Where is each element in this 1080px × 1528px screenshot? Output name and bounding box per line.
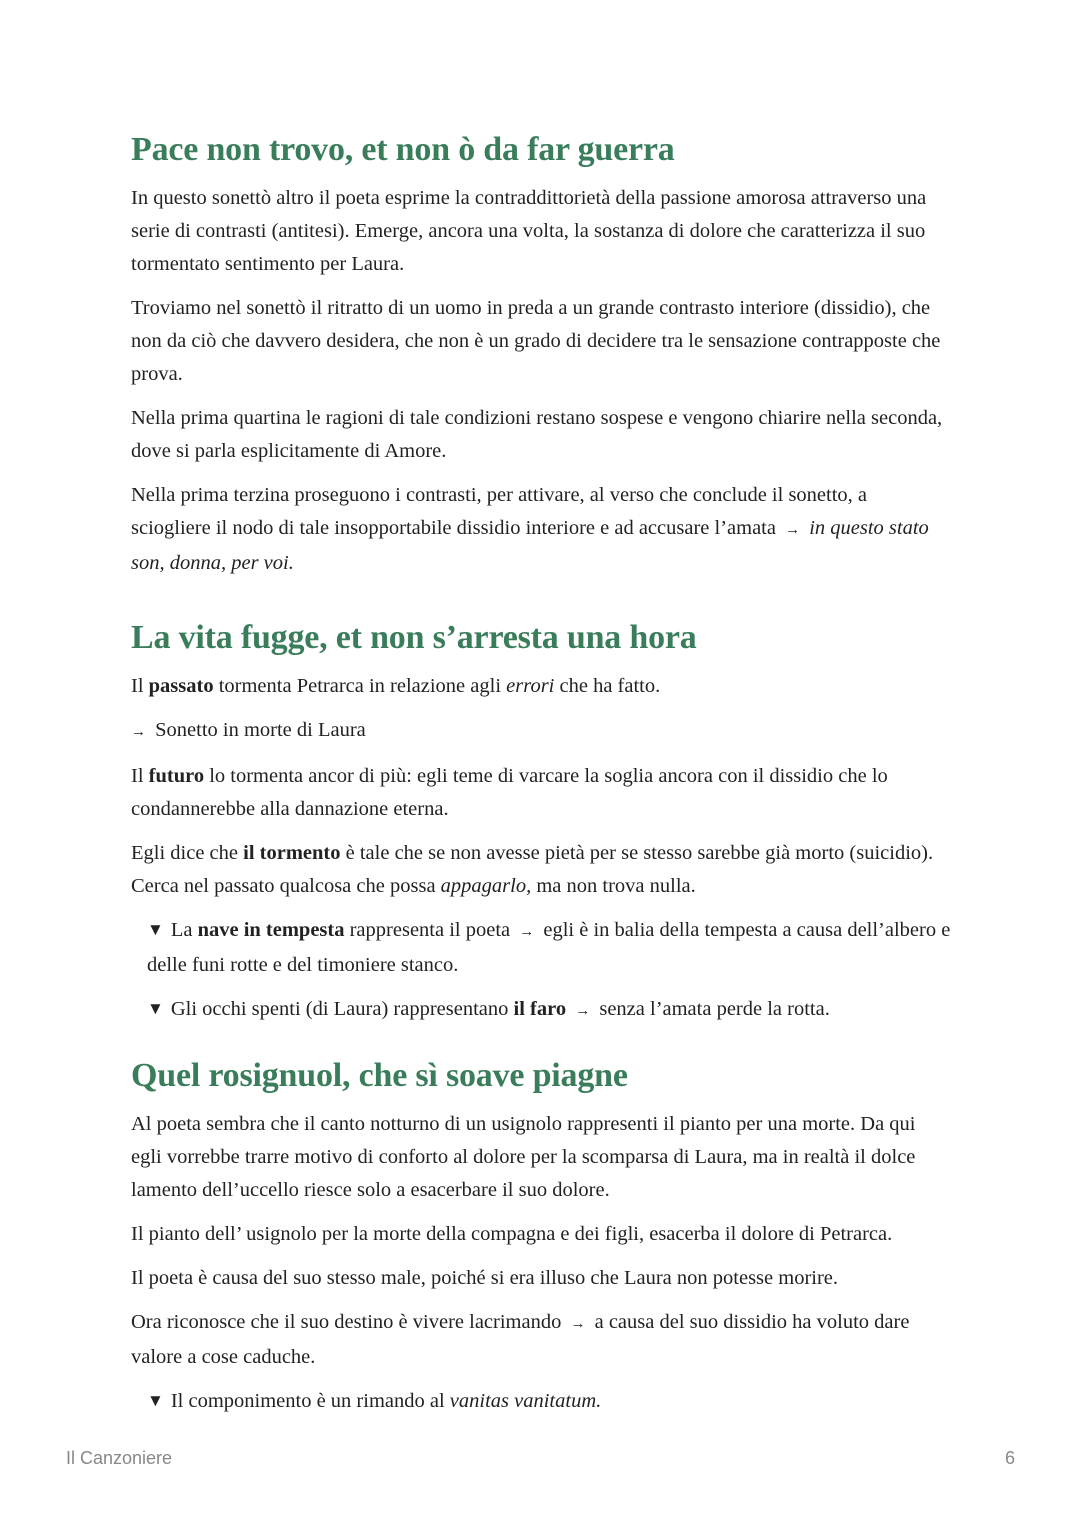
- text-span: lo tormenta ancor di più: egli teme di varcare la soglia ancora con il dissidio che lo condannerebbe alla dannazione eterna.: [131, 765, 888, 820]
- paragraph: [131, 479, 951, 580]
- paragraph: Il poeta è causa del suo stesso male, poiché si era illuso che Laura non potesse morire.: [131, 1267, 839, 1289]
- paragraph: [131, 1306, 951, 1374]
- text-span: Gli occhi spenti (di Laura) rappresentano: [170, 998, 514, 1020]
- paragraph: Al poeta sembra che il canto notturno di un usignolo rappresenti il pianto per una morte. Da qui egli vorrebbe trarre motivo di conforto al dolore per la scomparsa di Laura, ma in realtà il dolce lamento dell’uccello riesce solo a esacerbare il suo dolore.: [131, 1113, 916, 1201]
- footer-document-title: Il Canzoniere: [66, 1448, 173, 1468]
- italic-text: vanitas vanitatum.: [449, 1390, 602, 1412]
- triangle-down-icon[interactable]: ▼: [147, 920, 164, 939]
- toggle-bullet: [147, 993, 951, 1028]
- paragraph: Il pianto dell’ usignolo per la morte della compagna e dei figli, esacerba il dolore di Petrarca.: [131, 1223, 893, 1245]
- text-span: Sonetto in morte di Laura: [155, 719, 366, 741]
- section-heading-rosignuol: Quel rosignuol, che sì soave piagne: [131, 1057, 628, 1094]
- paragraph: [131, 837, 951, 903]
- text-span: La: [170, 919, 198, 941]
- bold-text: nave in tempesta: [197, 919, 345, 941]
- arrow-icon: →: [519, 924, 535, 940]
- arrow-icon: →: [570, 1316, 586, 1332]
- paragraph: In questo sonettò altro il poeta esprime la contraddittorietà della passione amorosa attraverso una serie di contrasti (antitesi). Emerge, ancora una volta, la sostanza di dolore che caratterizza il suo tormentato sentimento per Laura.: [131, 187, 927, 275]
- bold-text: futuro: [148, 765, 205, 787]
- section-heading-pace: Pace non trovo, et non ò da far guerra: [131, 131, 675, 168]
- arrow-icon: →: [575, 1003, 591, 1019]
- footer-page-number: 6: [1004, 1448, 1015, 1468]
- arrow-icon: →: [131, 724, 146, 740]
- italic-text: appagarlo,: [440, 875, 532, 897]
- arrow-icon: →: [785, 522, 801, 538]
- paragraph-text: Nella prima terzina proseguono i contrasti, per attivare, al verso che conclude il sonetto, a sciogliere il nodo di tale insopportabile dissidio interiore e ad accusare l’amata: [131, 484, 868, 539]
- text-span: a causa del suo dissidio ha voluto dare valore a cose caduche.: [131, 1311, 910, 1368]
- text-span: Egli dice che: [131, 842, 244, 864]
- paragraph: [131, 760, 951, 826]
- text-span: tormenta Petrarca in relazione agli: [213, 675, 507, 697]
- bold-text: il tormento: [243, 842, 341, 864]
- triangle-down-icon[interactable]: ▼: [147, 1391, 164, 1410]
- toggle-bullet: [147, 914, 951, 982]
- paragraph: [131, 714, 951, 749]
- document-body: [131, 128, 951, 1429]
- text-span: Il componimento è un rimando al: [170, 1390, 450, 1412]
- text-span: è tale che se non avesse pietà per se stesso sarebbe già morto (suicidio). Cerca nel passato qualcosa che possa: [131, 842, 934, 897]
- paragraph: [131, 670, 951, 703]
- italic-text: errori: [506, 675, 555, 697]
- quote-text: in questo stato son, donna, per voi.: [131, 517, 929, 574]
- toggle-bullet: [147, 1385, 951, 1418]
- text-span: Ora riconosce che il suo destino è vivere lacrimando: [131, 1311, 562, 1333]
- text-span: egli è in balia della tempesta a causa dell’albero e delle funi rotte e del timoniere stanco.: [147, 919, 951, 976]
- text-span: ma non trova nulla.: [531, 875, 696, 897]
- triangle-down-icon[interactable]: ▼: [147, 999, 164, 1018]
- paragraph: Troviamo nel sonettò il ritratto di un uomo in preda a un grande contrasto interiore (dissidio), che non da ciò che davvero desidera, che non è un grado di decidere tra le sensazione contrapposte che prova.: [131, 297, 941, 385]
- bold-text: passato: [148, 675, 214, 697]
- text-span: senza l’amata perde la rotta.: [599, 998, 830, 1020]
- text-span: che ha fatto.: [554, 675, 661, 697]
- bold-text: il faro: [513, 998, 567, 1020]
- text-span: Il: [131, 675, 149, 697]
- text-span: rappresenta il poeta: [344, 919, 511, 941]
- section-heading-vita: La vita fugge, et non s’arresta una hora: [131, 619, 697, 656]
- text-span: Il: [131, 765, 149, 787]
- paragraph: Nella prima quartina le ragioni di tale condizioni restano sospese e vengono chiarire nella seconda, dove si parla esplicitamente di Amore.: [131, 407, 943, 462]
